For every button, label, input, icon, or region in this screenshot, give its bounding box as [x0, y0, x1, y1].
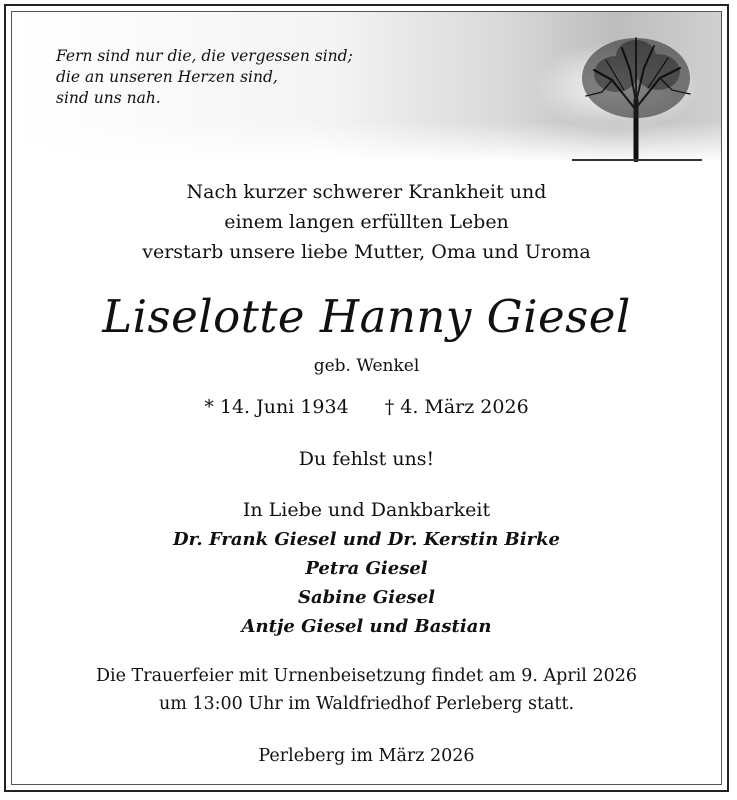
- header-banner: [12, 12, 721, 162]
- place-date: Perleberg im März 2026: [258, 746, 475, 766]
- maiden-name: geb. Wenkel: [313, 356, 420, 376]
- quote-line: Fern sind nur die, die vergessen sind;: [56, 47, 353, 65]
- header-quote: [56, 46, 436, 109]
- intro-line: Nach kurzer schwerer Krankheit und: [186, 181, 547, 203]
- birth-date: * 14. Juni 1934: [204, 396, 349, 418]
- mourner-name: Sabine Giesel: [298, 587, 435, 608]
- mourner-name: Antje Giesel und Bastian: [241, 616, 492, 637]
- life-dates: [12, 396, 721, 418]
- obituary-inner-border: [11, 11, 722, 785]
- deceased-name: Liselotte Hanny Giesel: [102, 290, 631, 343]
- funeral-line: Die Trauerfeier mit Urnenbeisetzung findet am 9. April 2026: [95, 666, 638, 686]
- mourner-name: Dr. Frank Giesel und Dr. Kerstin Birke: [172, 529, 561, 550]
- quote-line: die an unseren Herzen sind,: [56, 68, 278, 86]
- funeral-notice: [12, 662, 721, 718]
- tree-silhouette-icon: [572, 30, 702, 162]
- quote-line: sind uns nah.: [56, 89, 161, 107]
- farewell-message: Du fehlst uns!: [298, 448, 435, 470]
- mourner-name: Petra Giesel: [305, 558, 428, 579]
- mourners-block: [12, 496, 721, 641]
- death-date: † 4. März 2026: [384, 396, 529, 418]
- mourners-lead: In Liebe und Dankbarkeit: [242, 499, 491, 521]
- intro-line: verstarb unsere liebe Mutter, Oma und Uroma: [142, 241, 591, 263]
- obituary-frame: [4, 4, 729, 792]
- intro-line: einem langen erfüllten Leben: [224, 211, 509, 233]
- funeral-line: um 13:00 Uhr im Waldfriedhof Perleberg statt.: [158, 694, 575, 714]
- intro-text: [12, 177, 721, 267]
